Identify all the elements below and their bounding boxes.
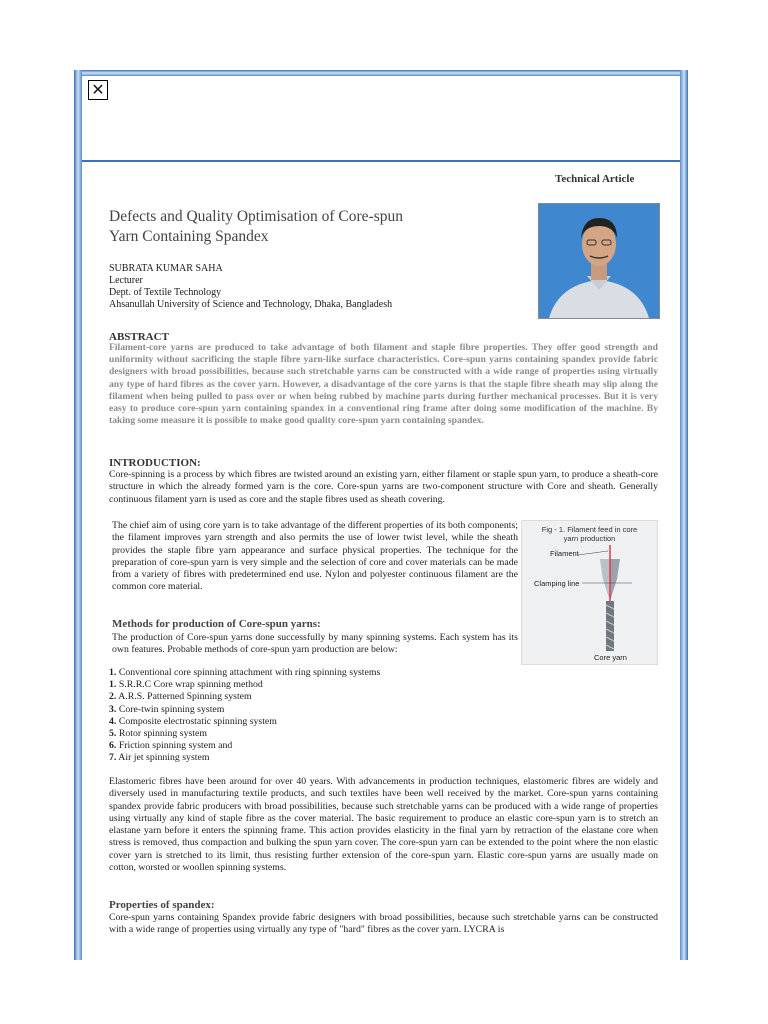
figure-label-core: Core yarn (594, 653, 627, 662)
title-line-2: Yarn Containing Spandex (109, 228, 269, 245)
list-item: 4. Composite electrostatic spinning system (109, 715, 277, 727)
methods-intro-text: The production of Core-spun yarns done successfully by many spinning systems. Each system has its own features. Probable methods of core-spun yarn production are below: (112, 632, 518, 656)
author-dept: Dept. of Textile Technology (109, 287, 222, 298)
methods-list (109, 667, 380, 765)
figure-filament-feed (521, 520, 658, 665)
list-item: 3. Core-twin spinning system (109, 703, 225, 715)
methods-heading: Methods for production of Core-spun yarns: (112, 618, 321, 630)
elastomeric-paragraph: Elastomeric fibres have been around for over 40 years. With advancements in production techniques, elastomeric fibres are widely and diversely used in manufacturing textile products, and such textiles have been well received by the market. Core-spun yarns containing spandex provide fabric producers with broad possibilities, because such stretchable yarns can be produced with a wide range of properties using virtually any kind of staple fibre as the cover material. The basic requirement to produce an elastic core-spun yarn is to stretch an elastane yarn before it enters the spinning frame. This action provides elasticity in the final yarn by retraction of the elastane core when stress is removed, thus compaction and bulking the spun yarn cover. The core-spun yarn can be extended to the point where the non elastic cover yarn is stretched to its limit, thus resisting further extension of the core-spun yarn. Elastic core-spun yarns are usually made on cotton, worsted or woollen spinning systems. (109, 776, 658, 874)
figure-label-clamping: Clamping line (534, 579, 580, 588)
author-university: Ahsanullah University of Science and Technology, Dhaka, Bangladesh (109, 299, 393, 310)
aim-paragraph: The chief aim of using core yarn is to take advantage of the different properties of its both components; the filament improves yarn strength and also permits the use of lower twist level, while the sheath provides the staple fibre yarn appearance and surface physical properties. The technique for the preparation of core-spun yarn is very simple and the selection of core and cover materials can be made from a variety of fibres with predetermined end use. Nylon and polyester continuous filament are the common core material. (112, 520, 518, 593)
author-role: Lecturer (109, 275, 143, 286)
introduction-text: Core-spinning is a process by which fibres are twisted around an existing yarn, either filament or staple spun yarn, to produce a sheath-core structure in which the already formed yarn is the core. Core-spun yarns are two-component structure with Core and sheath. Generally continuous filament yarn is used as core and the staple fibres used as sheath covering. (109, 469, 658, 505)
section-label: Technical Article (555, 173, 635, 185)
author-block (109, 263, 392, 311)
properties-text: Core-spun yarns containing Spandex provide fabric designers with broad possibilities, because such stretchable yarns can be constructed with a wide range of properties using virtually any type of "hard" fibres as the cover yarn. LYCRA is (109, 912, 658, 936)
list-item: 5. Rotor spinning system (109, 728, 207, 740)
author-photo (538, 203, 660, 319)
figure-caption-line-2: yarn production (563, 534, 616, 543)
frame-top-border (74, 70, 688, 76)
abstract-heading: ABSTRACT (109, 331, 169, 343)
introduction-heading: INTRODUCTION: (109, 457, 201, 469)
list-item: 1. S.R.R.C Core wrap spinning method (109, 679, 263, 691)
list-item: 1. Conventional core spinning attachment with ring spinning systems (109, 667, 381, 678)
list-item: 2. A.R.S. Patterned Spinning system (109, 691, 252, 703)
frame-right-border (680, 70, 688, 960)
figure-caption-line-1: Fig - 1. Filament feed in core (541, 525, 638, 534)
article-title (109, 207, 489, 247)
header-divider (82, 160, 680, 162)
title-line-1: Defects and Quality Optimisation of Core-spun (109, 208, 404, 225)
properties-heading: Properties of spandex: (109, 899, 215, 911)
frame-left-border (74, 70, 82, 960)
abstract-text: Filament-core yarns are produced to take advantage of both filament and staple fibre properties. They offer good strength and uniformity without sacrificing the staple fibre yarn-like surface characteristics. Core-spun yarns containing spandex provide fabric designers with broad possibilities, because such stretchable yarns can be constructed with a wide range of properties using virtually any type of hard fibres as the cover yarn. However, a disadvantage of the core yarns is that the staple fibre sheath may slip along the filament when being pulled to pass over or when being rubbed by machine parts during further mechanical processes. But it is very easy to produce core-spun yarn containing spandex in a conventional ring frame after doing some modification of the machine. By taking some measure it is possible to make good quality core-spun yarn containing spandex. (109, 342, 658, 427)
list-item: 7. Air jet spinning system (109, 752, 210, 764)
close-icon[interactable]: ✕ (88, 80, 108, 100)
figure-label-filament: Filament (550, 549, 579, 558)
list-item: 6. Friction spinning system and (109, 740, 233, 752)
author-name: SUBRATA KUMAR SAHA (109, 263, 223, 274)
